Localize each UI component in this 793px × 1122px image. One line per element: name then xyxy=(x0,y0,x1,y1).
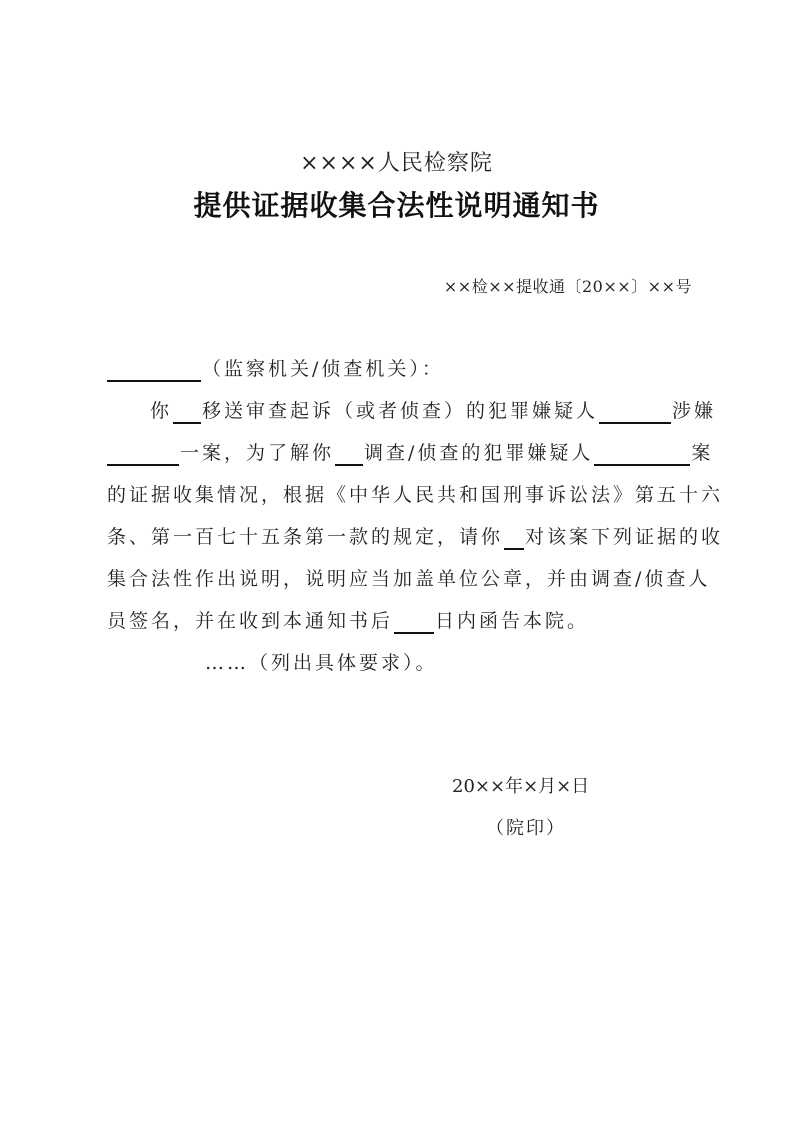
agency-blank-2[interactable] xyxy=(335,444,363,466)
addressee-blank[interactable] xyxy=(107,360,201,382)
text: 案 xyxy=(691,442,714,464)
text: 你 xyxy=(150,400,173,422)
issue-date: 20××年×月×日 xyxy=(452,776,590,797)
text: 调查/侦查的犯罪嫌疑人 xyxy=(364,442,594,464)
charge-blank[interactable] xyxy=(107,444,179,466)
text: 条、第一百七十五条第一款的规定，请你 xyxy=(107,526,504,548)
body-line-3: 的证据收集情况，根据《中华人民共和国刑事诉讼法》第五十六 xyxy=(107,484,724,506)
body-line-1 xyxy=(150,398,716,424)
body-line-2 xyxy=(107,440,713,466)
days-blank[interactable] xyxy=(394,612,434,634)
body-line-4 xyxy=(107,524,723,550)
document-number: ××检××提收通〔20××〕××号 xyxy=(443,277,692,296)
suspect-name-blank[interactable] xyxy=(599,402,671,424)
court-seal: （院印） xyxy=(486,818,566,839)
addressee-suffix: （监察机关/侦查机关）： xyxy=(202,358,444,380)
addressee-line xyxy=(107,356,444,382)
suspect-name-blank-2[interactable] xyxy=(594,444,690,466)
text: 对该案下列证据的收 xyxy=(525,526,724,548)
text: 员签名，并在收到本通知书后 xyxy=(107,610,394,632)
body-line-5: 集合法性作出说明，说明应当加盖单位公章，并由调查/侦查人 xyxy=(107,568,711,590)
text: 一案，为了解你 xyxy=(180,442,335,464)
text: 涉嫌 xyxy=(672,400,717,422)
body-line-6 xyxy=(107,608,589,634)
text: 日内函告本院。 xyxy=(435,610,590,632)
agency-blank-3[interactable] xyxy=(504,528,524,550)
organization-name: ××××人民检察院 xyxy=(300,151,493,176)
agency-blank-1[interactable] xyxy=(173,402,201,424)
body-line-7: ……（列出具体要求）。 xyxy=(205,652,438,674)
text: 移送审查起诉（或者侦查）的犯罪嫌疑人 xyxy=(202,400,599,422)
document-title: 提供证据收集合法性说明通知书 xyxy=(193,189,600,222)
